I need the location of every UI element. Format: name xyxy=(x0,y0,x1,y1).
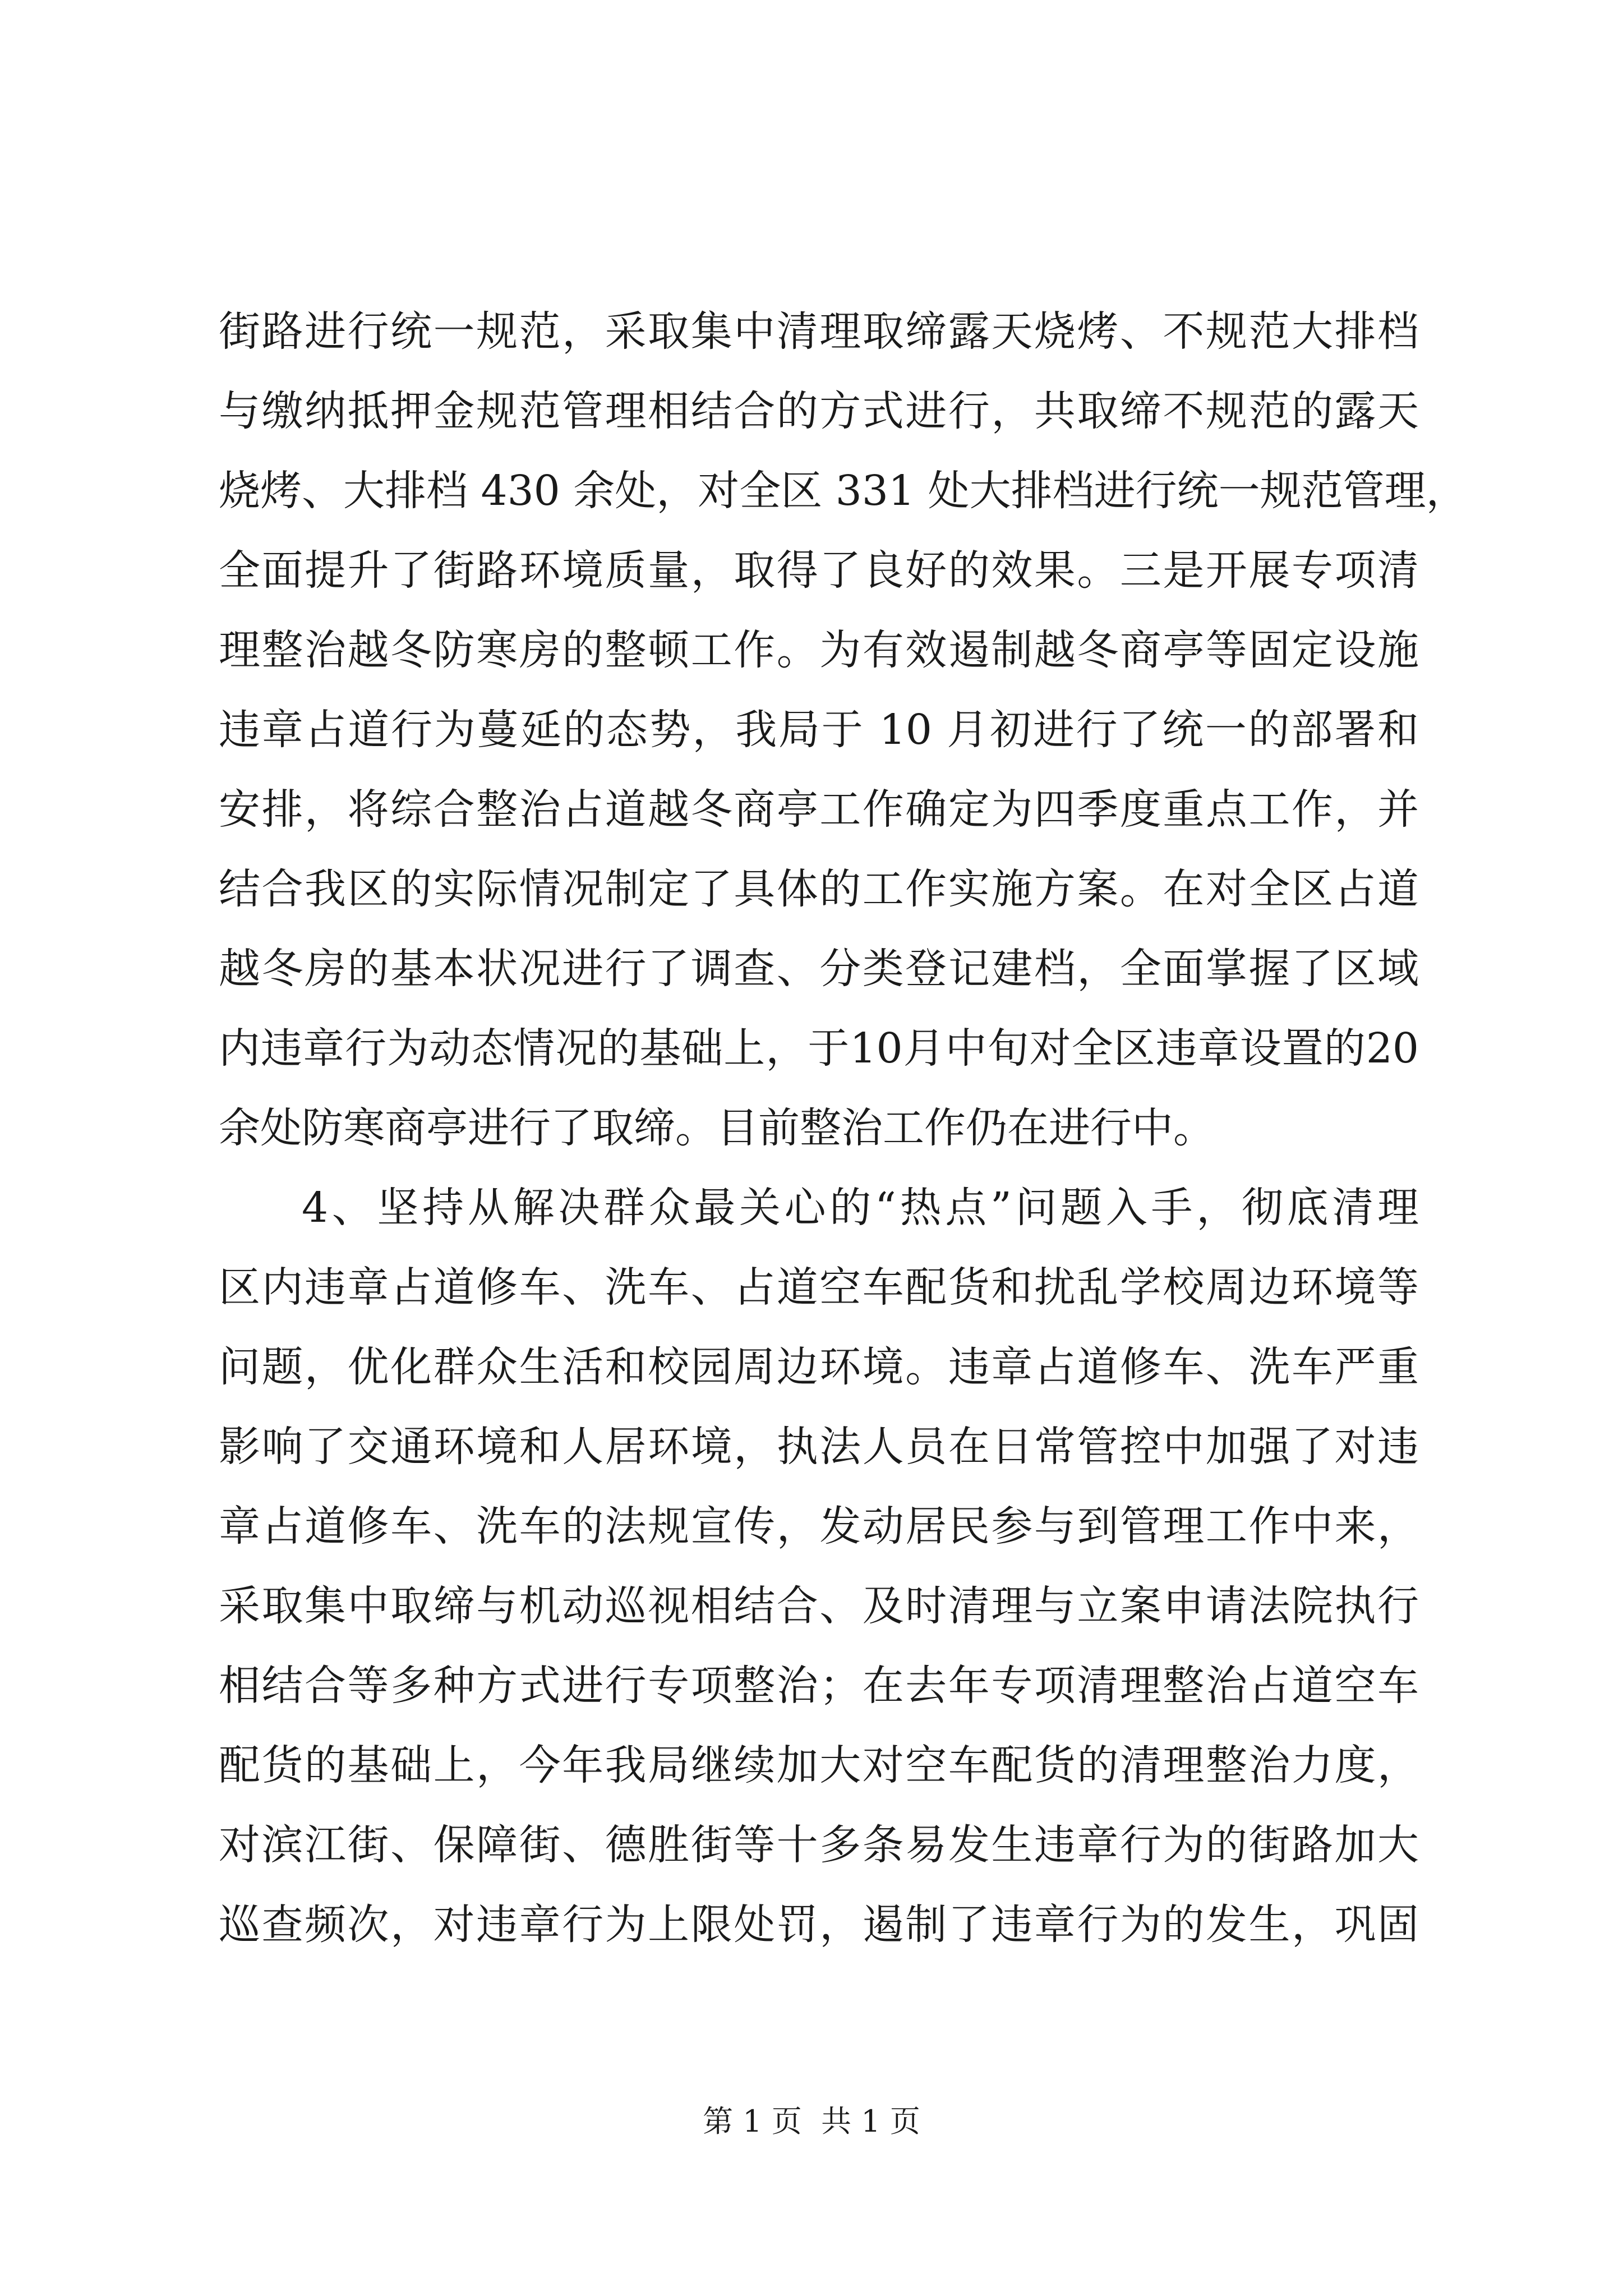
paragraph-first-line: 4、坚持从解决群众最关心的“热点”问题入手，彻底清理 xyxy=(302,1184,1419,1232)
text-line: 越冬房的基本状况进行了调查、分类登记建档，全面掌握了区域 xyxy=(219,945,1419,993)
text-line: 采取集中取缔与机动巡视相结合、及时清理与立案申请法院执行 xyxy=(219,1582,1419,1630)
text-line: 余处防寒商亭进行了取缔。目前整治工作仍在进行中。 xyxy=(219,1104,1215,1152)
text-line: 章占道修车、洗车的法规宣传，发动居民参与到管理工作中来， xyxy=(219,1502,1419,1550)
text-line: 与缴纳抵押金规范管理相结合的方式进行，共取缔不规范的露天 xyxy=(219,387,1419,435)
text-line: 全面提升了街路环境质量，取得了良好的效果。三是开展专项清 xyxy=(219,546,1419,595)
text-line: 理整治越冬防寒房的整顿工作。为有效遏制越冬商亭等固定设施 xyxy=(219,626,1419,674)
text-line: 烧烤、大排档 430 余处，对全区 331 处大排档进行统一规范管理， xyxy=(219,467,1468,515)
body-text xyxy=(219,292,1468,1964)
text-line: 问题，优化群众生活和校园周边环境。违章占道修车、洗车严重 xyxy=(219,1343,1419,1391)
text-line: 安排，将综合整治占道越冬商亭工作确定为四季度重点工作，并 xyxy=(219,785,1419,834)
text-line: 违章占道行为蔓延的态势，我局于 10 月初进行了统一的部署和 xyxy=(219,706,1419,754)
text-line: 配货的基础上，今年我局继续加大对空车配货的清理整治力度， xyxy=(219,1741,1419,1789)
text-line: 影响了交通环境和人居环境，执法人员在日常管控中加强了对违 xyxy=(219,1423,1419,1471)
text-line: 内违章行为动态情况的基础上，于10月中旬对全区违章设置的20 xyxy=(219,1024,1419,1073)
text-line: 结合我区的实际情况制定了具体的工作实施方案。在对全区占道 xyxy=(219,865,1419,913)
text-line: 街路进行统一规范，采取集中清理取缔露天烧烤、不规范大排档 xyxy=(219,307,1419,356)
text-line: 对滨江街、保障街、德胜街等十多条易发生违章行为的街路加大 xyxy=(219,1821,1419,1869)
text-line: 相结合等多种方式进行专项整治；在去年专项清理整治占道空车 xyxy=(219,1662,1419,1710)
page-number-footer: 第 1 页 共 1 页 xyxy=(703,2104,920,2139)
text-line: 巡查频次，对违章行为上限处罚，遏制了违章行为的发生，巩固 xyxy=(219,1901,1419,1949)
text-line: 区内违章占道修车、洗车、占道空车配货和扰乱学校周边环境等 xyxy=(219,1263,1419,1312)
